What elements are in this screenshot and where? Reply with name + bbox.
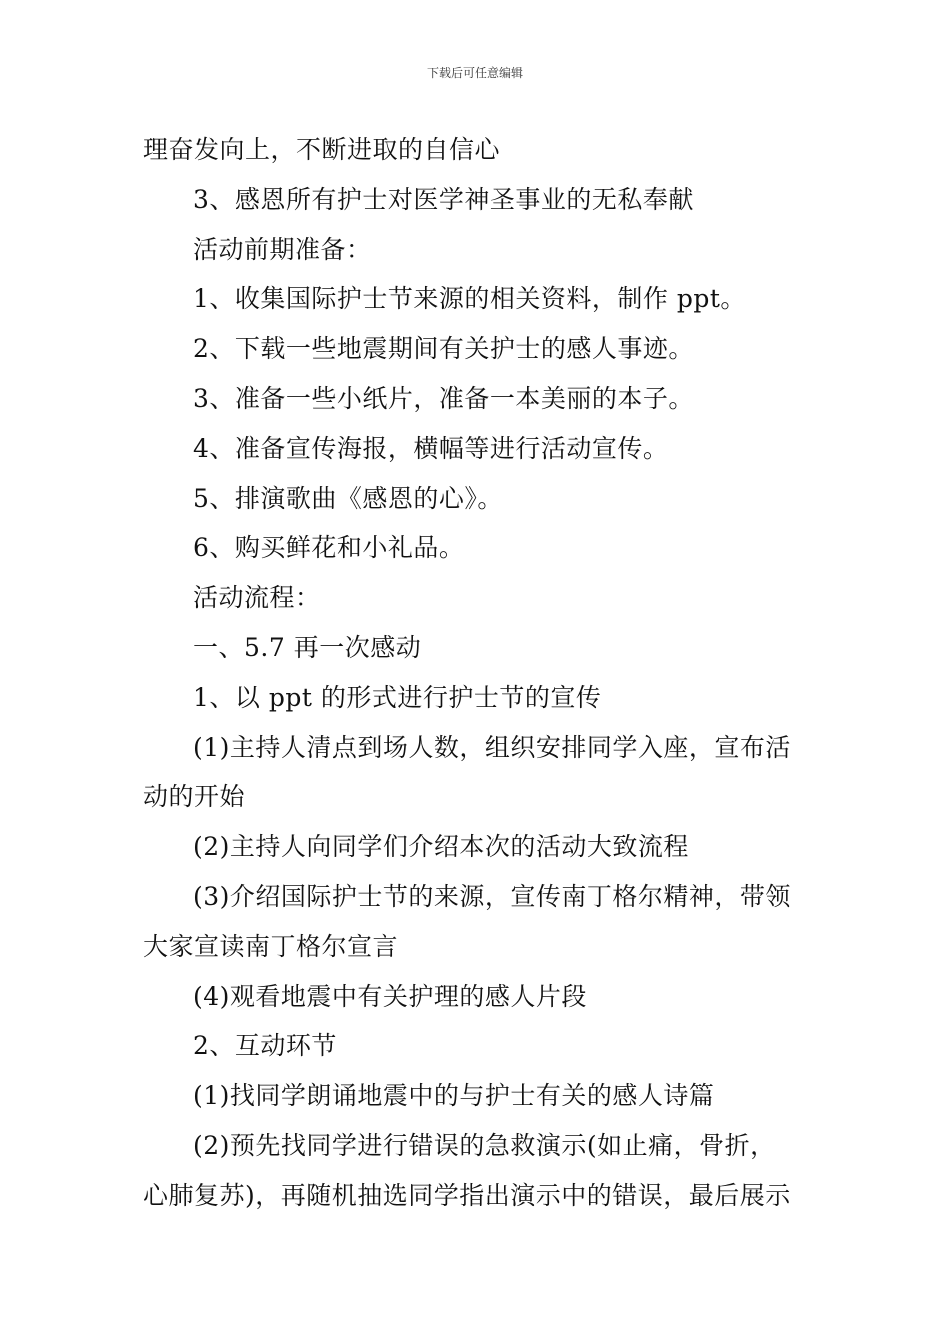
list-item: 1、以 ppt 的形式进行护士节的宣传: [193, 682, 602, 712]
list-item: (3)介绍国际护士节的来源，宣传南丁格尔精神，带领: [193, 881, 791, 911]
list-item: 3、准备一些小纸片，准备一本美丽的本子。: [193, 383, 694, 413]
list-item: 2、下载一些地震期间有关护士的感人事迹。: [193, 334, 694, 364]
paragraph-line: 理奋发向上，不断进取的自信心: [143, 135, 501, 164]
section-heading: 活动流程：: [193, 583, 321, 613]
list-item: 5、排演歌曲《感恩的心》。: [193, 483, 503, 513]
paragraph-line: 动的开始: [143, 782, 246, 812]
list-item: 4、准备宣传海报，横幅等进行活动宣传。: [193, 433, 669, 463]
section-heading: 2、互动环节: [193, 1031, 337, 1061]
list-item: (4)观看地震中有关护理的感人片段: [193, 981, 587, 1011]
list-item: (2)主持人向同学们介绍本次的活动大致流程: [193, 832, 689, 862]
list-item: (1)主持人清点到场人数，组织安排同学入座，宣布活: [193, 732, 791, 762]
section-heading: 一、5.7 再一次感动: [193, 632, 422, 662]
paragraph-line: 心肺复苏)，再随机抽选同学指出演示中的错误，最后展示: [143, 1180, 791, 1210]
paragraph-line: 大家宣读南丁格尔宣言: [143, 931, 399, 961]
page-header: 下载后可任意编辑: [426, 66, 523, 80]
section-heading: 活动前期准备：: [193, 234, 372, 264]
list-item: 1、收集国际护士节来源的相关资料，制作 ppt。: [193, 284, 746, 314]
paragraph-line: 3、感恩所有护士对医学神圣事业的无私奉献: [193, 184, 694, 214]
list-item: (1)找同学朗诵地震中的与护士有关的感人诗篇: [193, 1081, 715, 1111]
list-item: (2)预先找同学进行错误的急救演示(如止痛，骨折，: [193, 1130, 776, 1160]
document-body: [143, 125, 808, 1221]
list-item: 6、购买鲜花和小礼品。: [193, 533, 465, 563]
